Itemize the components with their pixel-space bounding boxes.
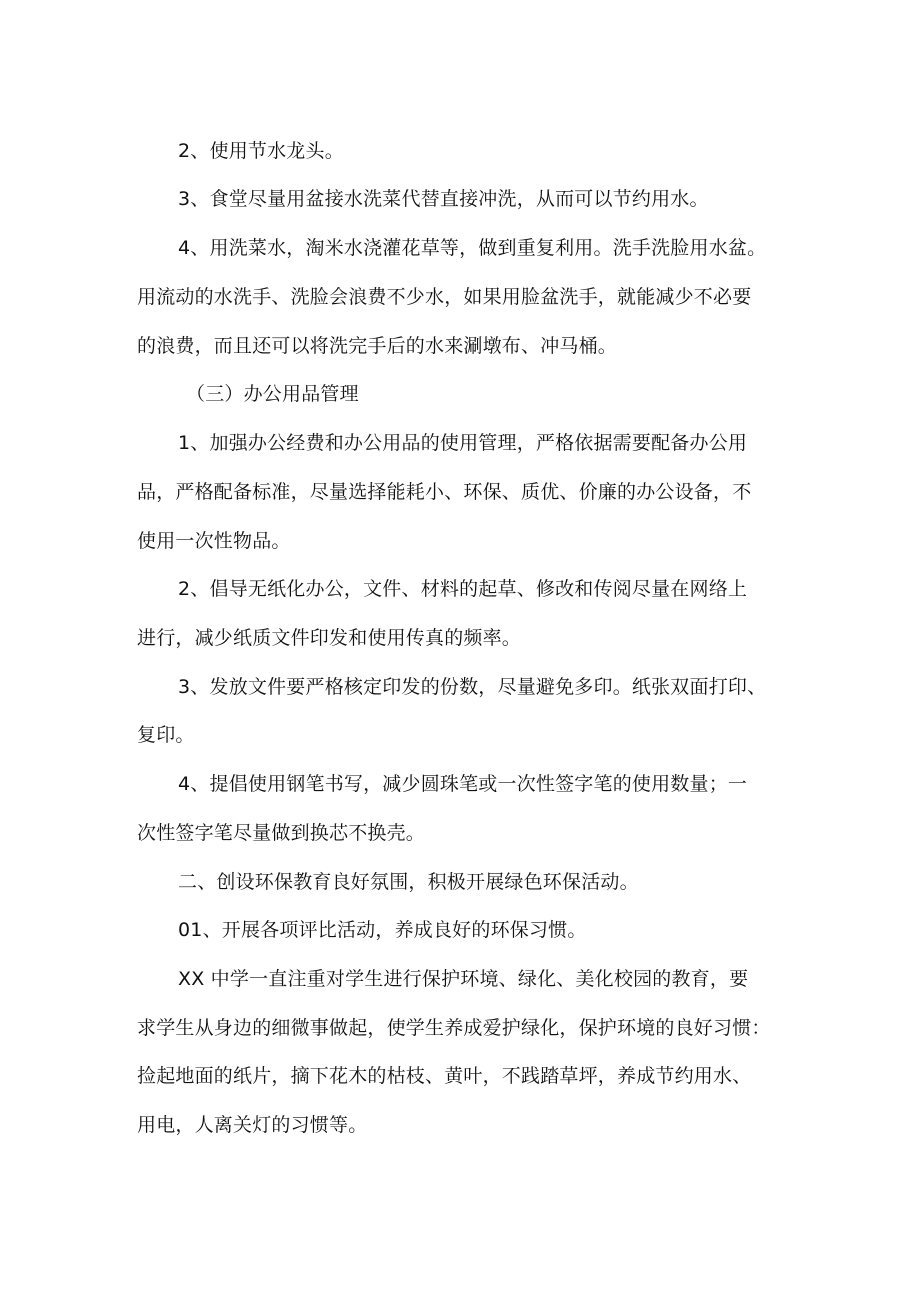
text-line: 次性签字笔尽量做到换芯不换壳。 [137, 822, 426, 844]
text-line: 3、发放文件要严格核定印发的份数，尽量避免多印。纸张双面打印、 [178, 676, 767, 698]
text-line: 3、食堂尽量用盆接水洗菜代替直接冲洗，从而可以节约用水。 [178, 188, 709, 210]
text-line: 复印。 [137, 724, 195, 746]
text-line: 求学生从身边的细微事做起，使学生养成爱护绿化，保护环境的良好习惯： [137, 1017, 771, 1039]
text-line: 1、加强办公经费和办公用品的使用管理，严格依据需要配备办公用 [178, 432, 748, 454]
text-line: 4、用洗菜水，淘米水浇灌花草等，做到重复利用。洗手洗脸用水盆。 [178, 237, 767, 259]
text-line: 品，严格配备标准，尽量选择能耗小、环保、质优、价廉的办公设备，不 [137, 481, 752, 503]
section-heading: 二、创设环保教育良好氛围，积极开展绿色环保活动。 [178, 871, 639, 893]
text-line: 使用一次性物品。 [137, 530, 291, 552]
text-line: 2、使用节水龙头。 [178, 140, 344, 162]
text-line: 捡起地面的纸片，摘下花木的枯枝、黄叶，不践踏草坪，养成节约用水、 [137, 1065, 752, 1087]
text-line: 用流动的水洗手、洗脸会浪费不少水，如果用脸盆洗手，就能减少不必要 [137, 286, 752, 308]
text-line: 的浪费，而且还可以将洗完手后的水来涮墩布、冲马桶。 [137, 335, 618, 357]
text-line: XX 中学一直注重对学生进行保护环境、绿化、美化校园的教育，要 [178, 968, 749, 990]
text-line: 2、倡导无纸化办公，文件、材料的起草、修改和传阅尽量在网络上 [178, 578, 748, 600]
section-heading: （三）办公用品管理 [186, 383, 359, 405]
sub-heading: 01、开展各项评比活动，养成良好的环保习惯。 [178, 919, 587, 941]
text-line: 4、提倡使用钢笔书写，减少圆珠笔或一次性签字笔的使用数量；一 [178, 773, 748, 795]
text-line: 进行，减少纸质文件印发和使用传真的频率。 [137, 627, 522, 649]
text-line: 用电，人离关灯的习惯等。 [137, 1114, 368, 1136]
